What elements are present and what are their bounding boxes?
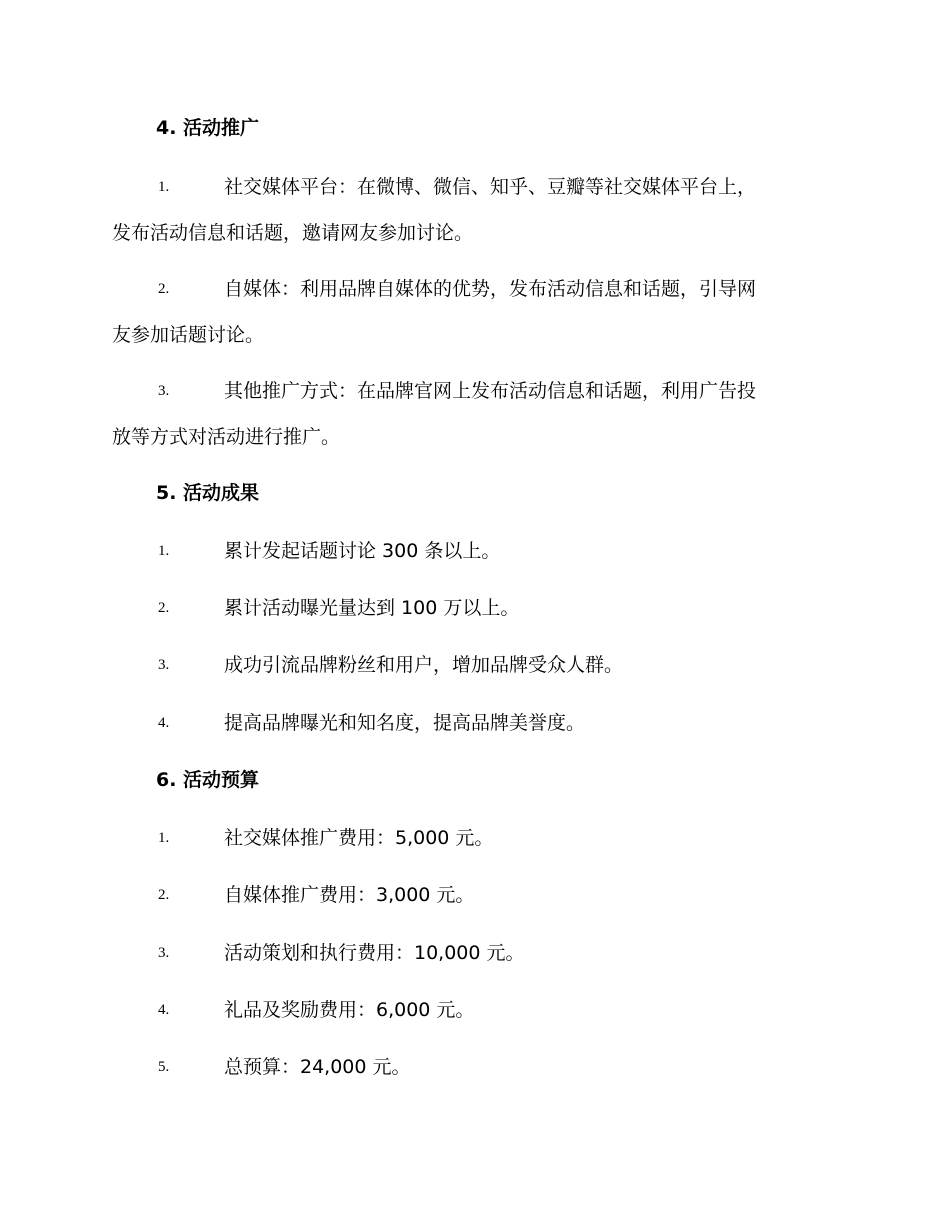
list-item <box>112 1044 838 1090</box>
list-number: 4. <box>158 1002 170 1018</box>
list-item <box>112 987 838 1033</box>
list-text: 自媒体：利用品牌自媒体的优势，发布活动信息和话题，引导网 <box>224 278 757 300</box>
list-number: 1. <box>158 543 170 559</box>
list-text: 成功引流品牌粉丝和用户，增加品牌受众人群。 <box>224 654 624 676</box>
list-number: 1. <box>158 830 170 846</box>
list-text: 社交媒体推广费用：5,000 元。 <box>224 827 494 849</box>
list-item <box>112 700 838 746</box>
list-item <box>112 930 838 976</box>
list-item <box>112 266 838 358</box>
section-heading-budget: 6. 活动预算 <box>156 769 260 791</box>
list-text: 社交媒体平台：在微博、微信、知乎、豆瓣等社交媒体平台上， <box>224 176 757 198</box>
list-number: 4. <box>158 715 170 731</box>
list-text-continuation: 放等方式对活动进行推广。 <box>112 426 341 448</box>
list-item <box>112 815 838 861</box>
list-text: 累计发起话题讨论 300 条以上。 <box>224 540 501 562</box>
section-heading-promotion: 4. 活动推广 <box>156 117 260 139</box>
section-heading-results: 5. 活动成果 <box>156 482 260 504</box>
list-text: 礼品及奖励费用：6,000 元。 <box>224 999 475 1021</box>
list-number: 2. <box>158 600 170 616</box>
list-number: 1. <box>158 179 170 195</box>
list-text: 活动策划和执行费用：10,000 元。 <box>224 942 525 964</box>
list-text: 自媒体推广费用：3,000 元。 <box>224 884 475 906</box>
list-text: 其他推广方式：在品牌官网上发布活动信息和话题，利用广告投 <box>224 380 757 402</box>
list-number: 3. <box>158 657 170 673</box>
list-item <box>112 528 838 574</box>
list-number: 2. <box>158 281 170 297</box>
list-item <box>112 872 838 918</box>
list-number: 3. <box>158 383 170 399</box>
list-number: 3. <box>158 945 170 961</box>
list-number: 5. <box>158 1059 170 1075</box>
list-text: 提高品牌曝光和知名度，提高品牌美誉度。 <box>224 712 586 734</box>
list-text-continuation: 发布活动信息和话题，邀请网友参加讨论。 <box>112 222 474 244</box>
list-item <box>112 368 838 460</box>
list-item <box>112 642 838 688</box>
list-text: 累计活动曝光量达到 100 万以上。 <box>224 597 520 619</box>
list-item <box>112 164 838 256</box>
list-text-continuation: 友参加话题讨论。 <box>112 324 265 346</box>
list-number: 2. <box>158 887 170 903</box>
list-item <box>112 585 838 631</box>
list-text: 总预算：24,000 元。 <box>224 1056 411 1078</box>
